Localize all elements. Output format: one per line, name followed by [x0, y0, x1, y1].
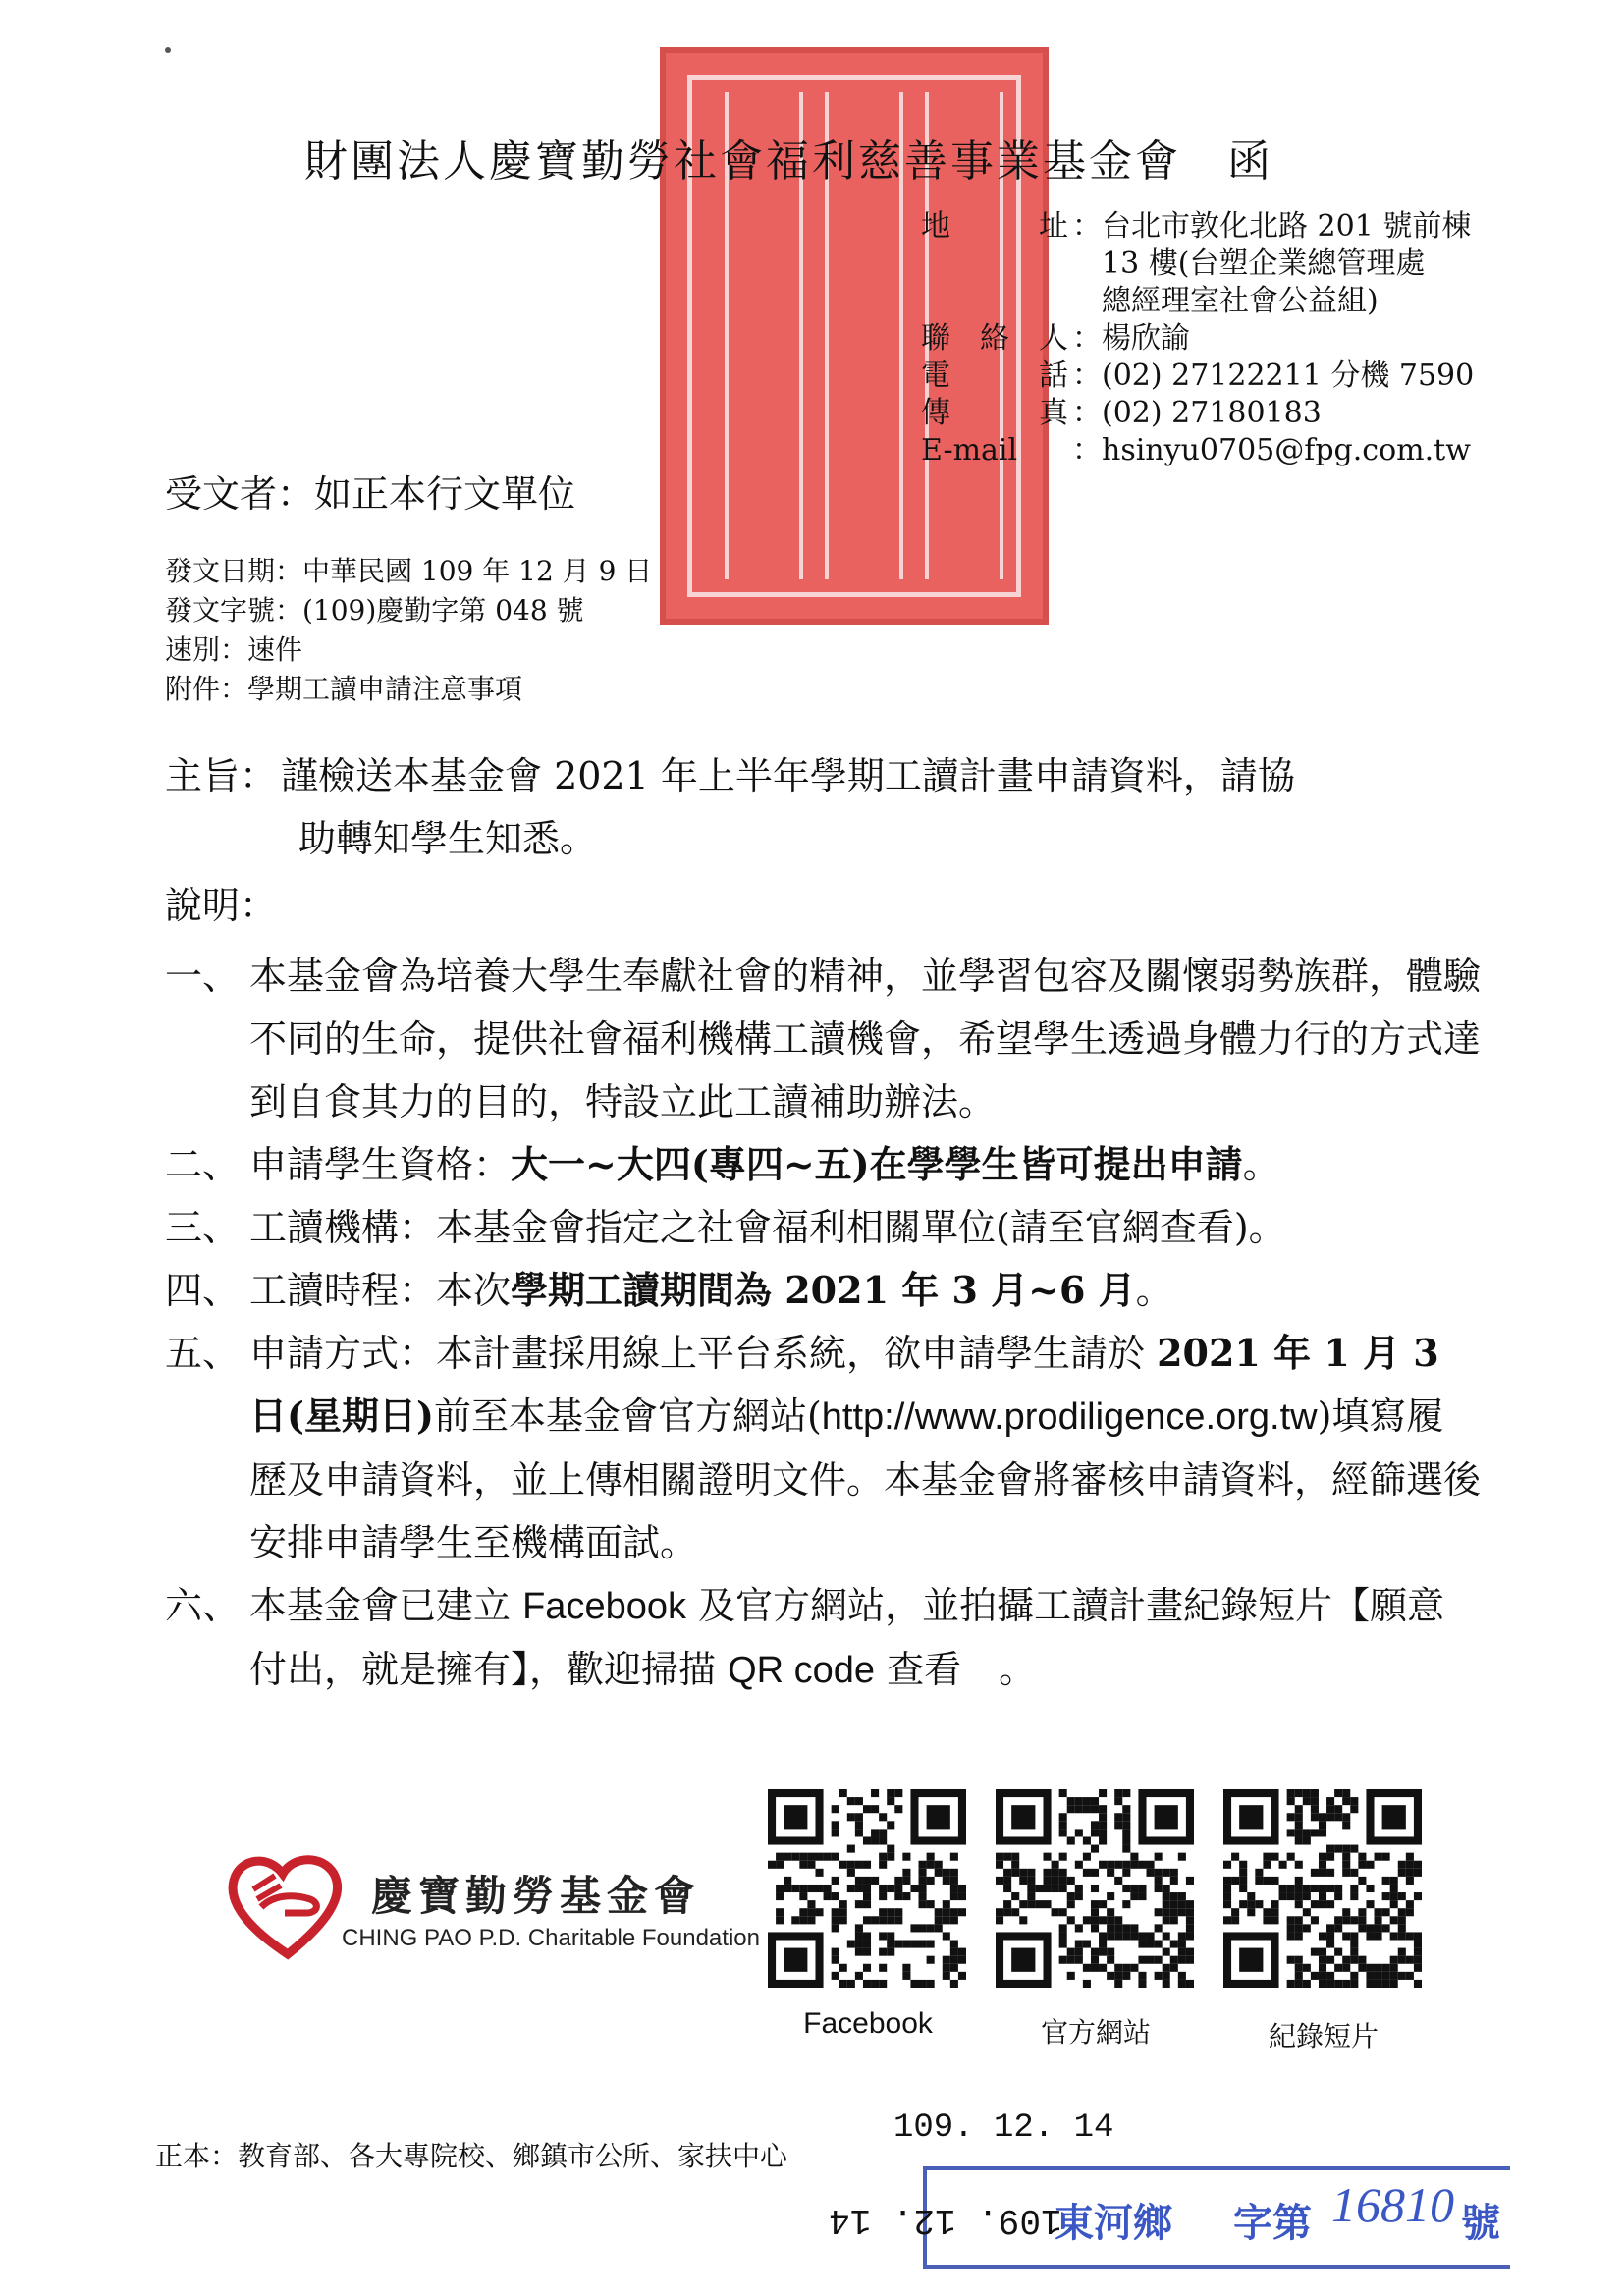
item-text: 查看 。 [875, 1648, 1037, 1691]
item-number: 二、 [165, 1143, 241, 1186]
item-text: )填寫履歷及申請資料，並上傳相關證明文件。本基金會將審核申請資料，經篩選後安排申請學生至機構面試。 [249, 1394, 1482, 1564]
document-title: 財團法人慶寶勤勞社會福利慈善事業基金會 函 [304, 137, 1273, 187]
list-item [165, 1259, 1481, 1322]
issue-date: 發文日期：中華民國 109 年 12 月 9 日 [165, 555, 653, 587]
item-text: 本基金會已建立 [249, 1584, 523, 1627]
qr-label-website: 官方網站 [1040, 2016, 1151, 2049]
subject-head: 主旨： [165, 754, 278, 797]
item-text: 前至本基金會官方網站( [433, 1394, 822, 1438]
item-text: 申請學生資格： [249, 1143, 512, 1186]
qr-facebook[interactable] [768, 1789, 966, 1992]
explain-label: 說明： [165, 884, 278, 927]
item-text: 申請方式：本計畫採用線上平台系統，欲申請學生請於 [249, 1332, 1158, 1375]
scan-speck [165, 47, 171, 53]
contact-value: 13 樓(台塑企業總管理處 [1072, 246, 1426, 281]
subject-block [165, 744, 1481, 870]
item-number: 一、 [165, 955, 241, 998]
qr-label-video: 紀錄短片 [1268, 2020, 1379, 2052]
qr-label-facebook: Facebook [803, 2007, 933, 2040]
contact-value: 總經理室社會公益組) [1072, 284, 1379, 318]
subject-line-2: 助轉知學生知悉。 [298, 817, 598, 860]
stamp-number: 16810 [1331, 2177, 1454, 2232]
contact-value: ：台北市敦化北路 201 號前棟 [1072, 209, 1472, 244]
issue-number: 發文字號：(109)慶勤字第 048 號 [165, 594, 584, 627]
contact-label [921, 283, 1068, 320]
qr-code-icon [996, 1789, 1194, 1988]
contact-label: 地 址 [921, 209, 1068, 244]
contact-label: 聯絡人 [921, 321, 1068, 355]
list-item [165, 945, 1481, 1133]
item-text: 。 [1242, 1143, 1280, 1186]
stamp-town: 東河鄉 [1055, 2200, 1172, 2246]
mirrored-date: 109. 12. 14 [829, 2200, 1062, 2240]
item-text: Facebook [522, 1586, 686, 1627]
logo-name-zh: 慶寶勤勞基金會 [371, 1872, 702, 1920]
contact-block [921, 208, 1474, 469]
item-number: 五、 [165, 1332, 241, 1375]
item-text-bold: 2021 年 1 月 3 日(星期日) [249, 1331, 1439, 1438]
item-text-bold: 大一~大四(專四~五)在學學生皆可提出申請 [511, 1142, 1243, 1186]
explain-items [165, 945, 1481, 1702]
contact-value: ：(02) 27122211 分機 7590 [1072, 358, 1475, 393]
received-date-stamp: 109. 12. 14 [893, 2109, 1114, 2147]
receipt-stamp [829, 2166, 1510, 2269]
stamp-hao: 號 [1461, 2200, 1500, 2246]
subject-line-1: 謹檢送本基金會 2021 年上半年學期工讀計畫申請資料，請協 [281, 754, 1295, 797]
meta-block [165, 552, 652, 709]
item-number: 三、 [165, 1206, 241, 1249]
heart-hand-icon [224, 1846, 352, 1964]
copy-to-line: 正本：教育部、各大專院校、鄉鎮市公所、家扶中心 [155, 2140, 788, 2172]
contact-value: ：hsinyu0705@fpg.com.tw [1072, 433, 1471, 467]
contact-label [921, 246, 1068, 283]
attachment-line: 附件：學期工讀申請注意事項 [165, 673, 523, 705]
item-number: 四、 [165, 1269, 241, 1312]
contact-label: E-mail [921, 433, 1018, 467]
logo-name-en: CHING PAO P.D. Charitable Foundation [342, 1925, 760, 1951]
contact-value: ：(02) 27180183 [1072, 396, 1322, 430]
website-link[interactable]: http://www.prodiligence.org.tw [821, 1396, 1318, 1438]
speed-class: 速別：速件 [165, 633, 303, 666]
list-item [165, 1574, 1481, 1702]
item-text: 本基金會為培養大學生奉獻社會的精神，並學習包容及關懷弱勢族群，體驗不同的生命，提供社會福利機構工讀機會，希望學生透過身體力行的方式達到自食其力的目的，特設立此工讀補助辦法。 [249, 955, 1482, 1123]
item-number: 六、 [165, 1584, 241, 1627]
list-item [165, 1322, 1481, 1574]
stamp-word: 字第 [1233, 2200, 1312, 2246]
item-text: 工讀時程：本次 [249, 1269, 512, 1312]
foundation-logo [224, 1846, 760, 1964]
item-text-bold: 學期工讀期間為 2021 年 3 月~6 月 [511, 1268, 1136, 1312]
item-text: 及官方網站，並拍攝工讀計畫紀錄短片【願意付出，就是擁有】，歡迎掃描 [249, 1584, 1445, 1691]
item-text: 工讀機構：本基金會指定之社會福利相關單位(請至官網查看)。 [249, 1206, 1286, 1249]
recipient-line: 受文者：如正本行文單位 [165, 472, 576, 516]
contact-label: 電 話 [921, 358, 1068, 393]
contact-label: 傳 真 [921, 396, 1068, 430]
qr-video[interactable] [1223, 1789, 1422, 1992]
contact-value: ：楊欣諭 [1072, 321, 1190, 355]
item-text: QR code [728, 1650, 876, 1691]
list-item [165, 1196, 1481, 1259]
item-text: 。 [1135, 1269, 1173, 1312]
qr-code-icon [1223, 1789, 1422, 1988]
list-item [165, 1133, 1481, 1196]
qr-code-icon [768, 1789, 966, 1988]
qr-website[interactable] [996, 1789, 1194, 1992]
